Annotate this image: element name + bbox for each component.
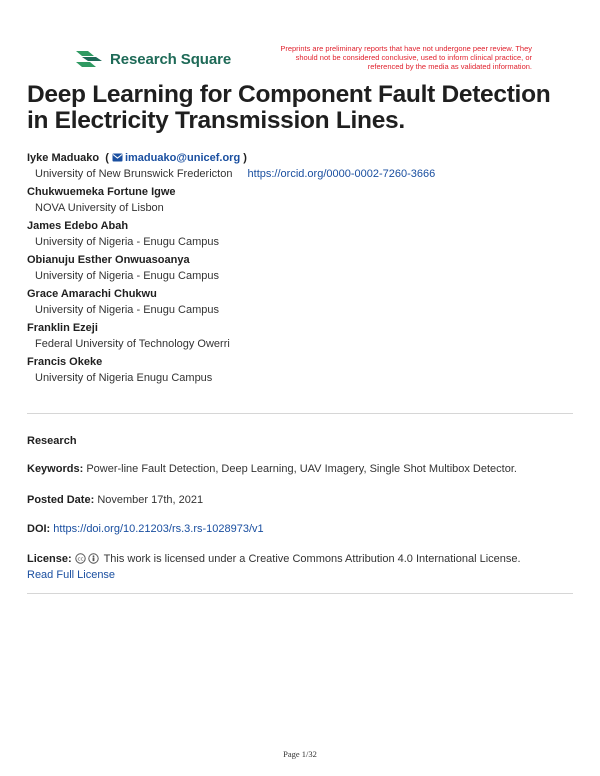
license-text: This work is licensed under a Creative Commons Attribution 4.0 International License. <box>103 553 521 565</box>
posted-date-value: November 17th, 2021 <box>97 494 204 506</box>
author-name <box>27 151 577 166</box>
author-entry <box>27 253 577 284</box>
author-name: Francis Okeke <box>27 356 103 368</box>
author-affiliation: University of Nigeria - Enugu Campus <box>35 304 220 316</box>
research-square-logo[interactable] <box>74 47 231 71</box>
author-affiliation-text: University of New Brunswick Fredericton <box>35 168 233 180</box>
section-divider <box>27 413 573 414</box>
keywords-line <box>27 461 573 477</box>
author-name: Chukwuemeka Fortune Igwe <box>27 186 176 198</box>
author-affiliation: Federal University of Technology Owerri <box>35 338 230 350</box>
posted-date-label: Posted Date: <box>27 494 95 506</box>
author-entry <box>27 287 577 318</box>
author-name: Obianuju Esther Onwuasoanya <box>27 254 190 266</box>
author-name: Grace Amarachi Chukwu <box>27 288 157 300</box>
author-entry <box>27 355 577 386</box>
keywords-value: Power-line Fault Detection, Deep Learning, UAV Imagery, Single Shot Multibox Detector. <box>86 463 517 475</box>
doi-label: DOI: <box>27 523 51 535</box>
attribution-icon <box>88 553 99 564</box>
author-entry <box>27 321 577 352</box>
logo-text: Research Square <box>110 50 232 68</box>
author-affiliation <box>27 166 577 182</box>
email-paren-close: ) <box>240 152 247 164</box>
category-label: Research <box>27 435 77 447</box>
research-square-logo-icon <box>74 47 104 71</box>
doi-link[interactable]: https://doi.org/10.21203/rs.3.rs-1028973/v1 <box>53 523 264 535</box>
page-number: Page 1/32 <box>283 749 317 759</box>
creative-commons-icon <box>75 553 86 564</box>
preprint-disclaimer: Preprints are preliminary reports that have not undergone peer review. They should not be considered conclusive, used to inform clinical practice, or referenced by the media as validated information. <box>280 44 532 71</box>
posted-date-line <box>27 492 573 508</box>
orcid-link[interactable]: https://orcid.org/0000-0002-7260-3666 <box>247 168 436 180</box>
envelope-icon <box>112 153 123 162</box>
paper-title: Deep Learning for Component Fault Detection in Electricity Transmission Lines. <box>27 81 551 134</box>
license-line <box>27 551 573 583</box>
author-affiliation: University of Nigeria - Enugu Campus <box>35 236 220 248</box>
author-name-text: Iyke Maduako <box>27 152 100 164</box>
read-full-license-link[interactable]: Read Full License <box>27 569 116 581</box>
author-list <box>27 151 577 389</box>
keywords-label: Keywords: <box>27 463 84 475</box>
email-paren-open: ( <box>102 152 109 164</box>
doi-line <box>27 521 573 537</box>
license-label: License: <box>27 553 72 565</box>
author-entry <box>27 219 577 250</box>
author-name: James Edebo Abah <box>27 220 129 232</box>
author-entry <box>27 185 577 216</box>
section-divider <box>27 593 573 594</box>
author-entry <box>27 151 577 182</box>
author-name: Franklin Ezeji <box>27 322 98 334</box>
author-affiliation: NOVA University of Lisbon <box>35 202 164 214</box>
author-affiliation: University of Nigeria - Enugu Campus <box>35 270 220 282</box>
article-category <box>27 433 573 449</box>
svg-text:cc: cc <box>77 556 84 563</box>
author-affiliation: University of Nigeria Enugu Campus <box>35 372 213 384</box>
author-email-link[interactable]: imaduako@unicef.org <box>124 152 241 164</box>
